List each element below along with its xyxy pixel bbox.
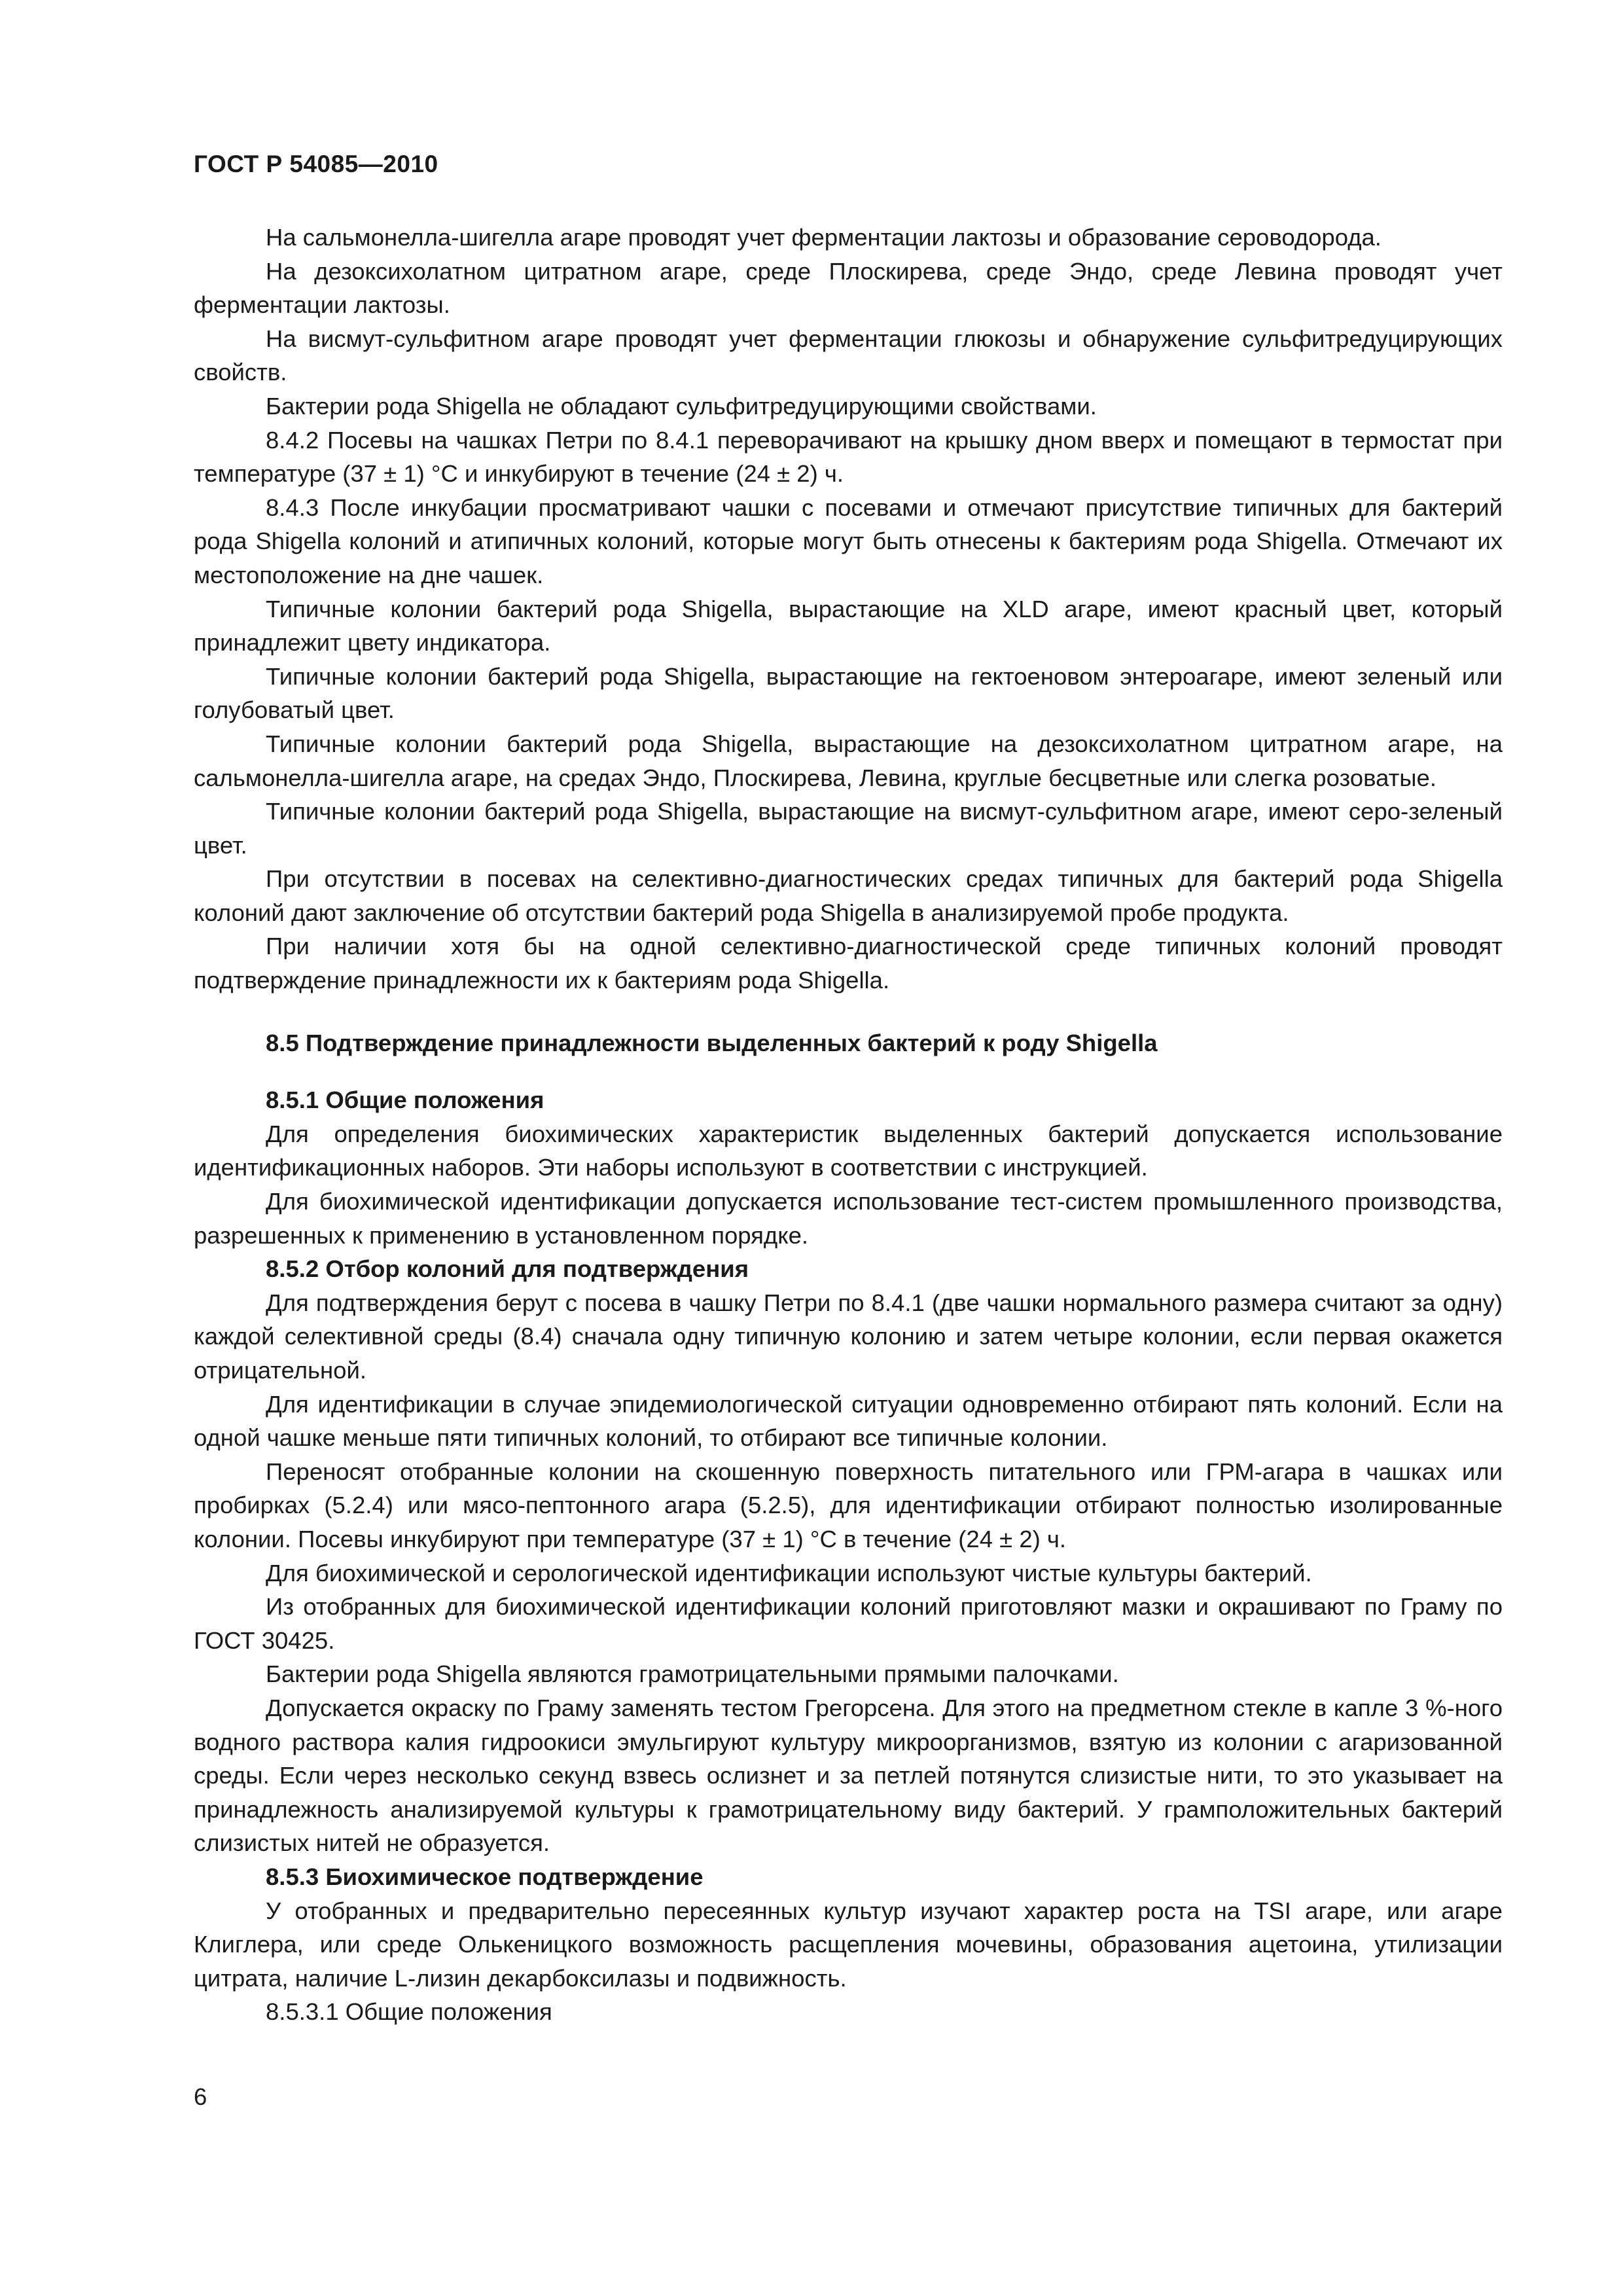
- subsection-heading-8-5-3-1: 8.5.3.1 Общие положения: [266, 1998, 552, 2026]
- paragraph-8-4-2: 8.4.2 Посевы на чашках Петри по 8.4.1 переворачивают на крышку дном вверх и помещают в термостат при температуре (37 ± 1) °С и инкубируют в течение (24 ± 2) ч.: [194, 426, 1503, 488]
- paragraph: Типичные колонии бактерий рода Shigella, вырастающие на висмут-сульфитном агаре, имеют серо-зеленый цвет.: [194, 798, 1503, 859]
- paragraph: Бактерии рода Shigella являются грамотрицательными прямыми палочками.: [266, 1660, 1119, 1688]
- paragraph: На сальмонелла-шигелла агаре проводят учет ферментации лактозы и образование сероводорода.: [266, 224, 1382, 251]
- paragraph: Переносят отобранные колонии на скошенную поверхность питательного или ГРМ-агара в чашках или пробирках (5.2.4) или мясо-пептонного агара (5.2.5), для идентификации отбирают полностью изолированные колонии. Посевы инкубируют при температуре (37 ± 1) °С в течение (24 ± 2) ч.: [194, 1458, 1503, 1552]
- page-number: 6: [194, 2083, 207, 2110]
- section-heading-8-5-1: 8.5.1 Общие положения: [266, 1086, 544, 1114]
- paragraph: На дезоксихолатном цитратном агаре, среде Плоскирева, среде Эндо, среде Левина проводят учет ферментации лактозы.: [194, 257, 1503, 319]
- document-body: [194, 221, 1503, 2029]
- paragraph: Из отобранных для биохимической идентификации колоний приготовляют мазки и окрашивают по Граму по ГОСТ 30425.: [194, 1593, 1503, 1654]
- paragraph: Типичные колонии бактерий рода Shigella, вырастающие на XLD агаре, имеют красный цвет, который принадлежит цвету индикатора.: [194, 595, 1503, 656]
- section-heading-8-5: 8.5 Подтверждение принадлежности выделенных бактерий к роду Shigella: [266, 1029, 1158, 1056]
- paragraph: Допускается окраску по Граму заменять тестом Грегорсена. Для этого на предметном стекле в капле 3 %-ного водного раствора калия гидроокиси эмульгируют культуру микроорганизмов, взятую из колонии с агаризованной среды. Если через несколько секунд взвесь ослизнет и за петлей потянутся слизистые нити, то это указывает на принадлежность анализируемой культуры к грамотрицательному виду бактерий. У грамположительных бактерий слизистых нитей не образуется.: [194, 1694, 1503, 1857]
- paragraph: У отобранных и предварительно пересеянных культур изучают характер роста на TSI агаре, или агаре Клиглера, или среде Олькеницкого возможность расщепления мочевины, образования ацетоина, утилизации цитрата, наличие L-лизин декарбоксилазы и подвижность.: [194, 1897, 1503, 1992]
- paragraph: Типичные колонии бактерий рода Shigella, вырастающие на гектоеновом энтероагаре, имеют зеленый или голубоватый цвет.: [194, 662, 1503, 724]
- paragraph-8-4-3: 8.4.3 После инкубации просматривают чашки с посевами и отмечают присутствие типичных для бактерий рода Shigella колоний и атипичных колоний, которые могут быть отнесены к бактериям рода Shigella. Отмечают их местоположение на дне чашек.: [194, 493, 1503, 588]
- paragraph: При наличии хотя бы на одной селективно-диагностической среде типичных колоний проводят подтверждение принадлежности их к бактериям рода Shigella.: [194, 933, 1503, 994]
- paragraph: Для идентификации в случае эпидемиологической ситуации одновременно отбирают пять колоний. Если на одной чашке меньше пяти типичных колоний, то отбирают все типичные колонии.: [194, 1390, 1503, 1452]
- section-heading-8-5-2: 8.5.2 Отбор колоний для подтверждения: [266, 1255, 749, 1283]
- paragraph: Типичные колонии бактерий рода Shigella, вырастающие на дезоксихолатном цитратном агаре, на сальмонелла-шигелла агаре, на средах Эндо, Плоскирева, Левина, круглые бесцветные или слегка розоватые.: [194, 730, 1503, 791]
- section-heading-8-5-3: 8.5.3 Биохимическое подтверждение: [266, 1863, 704, 1890]
- paragraph: Для биохимической идентификации допускается использование тест-систем промышленного производства, разрешенных к применению в установленном порядке.: [194, 1188, 1503, 1249]
- paragraph: Для биохимической и серологической идентификации используют чистые культуры бактерий.: [266, 1559, 1312, 1587]
- document-code-header: ГОСТ Р 54085—2010: [194, 151, 438, 177]
- paragraph: Для определения биохимических характеристик выделенных бактерий допускается использование идентификационных наборов. Эти наборы используют в соответствии с инструкцией.: [194, 1120, 1503, 1181]
- paragraph: На висмут-сульфитном агаре проводят учет ферментации глюкозы и обнаружение сульфитредуцирующих свойств.: [194, 325, 1503, 386]
- paragraph: При отсутствии в посевах на селективно-диагностических средах типичных для бактерий рода Shigella колоний дают заключение об отсутствии бактерий рода Shigella в анализируемой пробе продукта.: [194, 865, 1503, 926]
- paragraph: Бактерии рода Shigella не обладают сульфитредуцирующими свойствами.: [266, 392, 1097, 420]
- paragraph: Для подтверждения берут с посева в чашку Петри по 8.4.1 (две чашки нормального размера считают за одну) каждой селективной среды (8.4) сначала одну типичную колонию и затем четыре колонии, если первая окажется отрицательной.: [194, 1289, 1503, 1384]
